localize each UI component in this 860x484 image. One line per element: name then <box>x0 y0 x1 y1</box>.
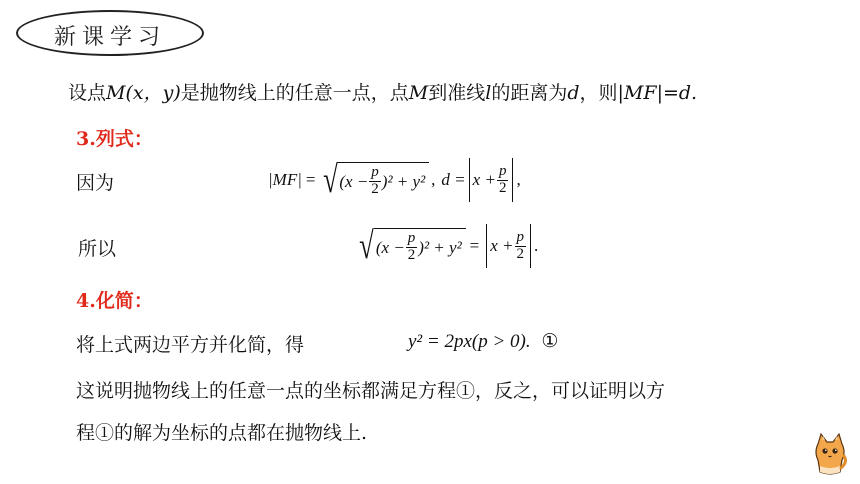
frac-den: 2 <box>498 179 507 196</box>
abs-bar-left <box>469 158 470 202</box>
conclusion-line-1: 这说明抛物线上的任意一点的坐标都满足方程①，反之，可以证明以方 <box>76 380 666 402</box>
step4-heading: 4.化简： <box>76 290 153 312</box>
formula1-comma: , <box>431 170 436 189</box>
simplify-equation <box>408 330 558 353</box>
frac-num: p <box>407 230 416 247</box>
intro-middle: 是抛物线上的任意一点，点 <box>180 82 409 104</box>
fraction-p-over-2 <box>406 231 418 264</box>
cat-icon <box>810 432 850 476</box>
fraction-p-over-2 <box>497 164 509 197</box>
frac-num: p <box>498 162 507 179</box>
formula1-inner-left: (x − <box>339 171 369 191</box>
formula2-eq: = <box>469 236 480 255</box>
intro-then: ，则 <box>579 82 618 104</box>
frac-den: 2 <box>516 245 525 262</box>
frac-den: 2 <box>371 181 379 197</box>
step3-heading: 3.列式： <box>76 128 153 150</box>
sqrt-expression <box>356 227 466 265</box>
fraction-p-over-2 <box>369 165 381 198</box>
equation-text: y² = 2px(p > 0). <box>408 331 531 352</box>
intro-prefix: 设点 <box>68 82 107 104</box>
frac-num: p <box>516 228 525 245</box>
intro-to: 到准线 <box>428 82 486 104</box>
intro-dist: 的距离为 <box>491 82 568 104</box>
formula-mf <box>268 158 521 202</box>
simplify-text: 将上式两边平方并化简，得 <box>76 334 305 356</box>
formula1-d-eq: d = <box>441 170 466 189</box>
formula-equality <box>356 224 538 268</box>
formula1-eq: = <box>305 170 316 189</box>
so-label: 所以 <box>78 238 117 260</box>
radical-sign: √ <box>359 225 374 267</box>
formula1-end: , <box>516 170 521 189</box>
intro-l: l <box>485 82 492 104</box>
abs-bar-left <box>486 224 487 268</box>
formula2-inner-right: )² + y² <box>418 237 462 257</box>
intro-eq: |MF|=d. <box>617 82 698 104</box>
intro-point: M(x，y) <box>106 82 181 104</box>
formula1-lhs: |MF| <box>268 170 302 189</box>
formula2-end: . <box>534 236 539 255</box>
sqrt-expression <box>320 161 430 199</box>
frac-num: p <box>371 164 379 181</box>
abs-bar-right <box>530 224 531 268</box>
intro-line <box>68 78 697 105</box>
intro-M: M <box>408 82 429 104</box>
fraction-p-over-2 <box>515 230 527 263</box>
equation-marker: ① <box>541 330 559 352</box>
intro-d: d <box>567 82 580 104</box>
section-title: 新课学习 <box>53 25 166 50</box>
formula2-abs-left: x + <box>490 236 514 255</box>
section-badge <box>16 10 204 56</box>
conclusion-line-2: 程①的解为坐标的点都在抛物线上. <box>76 422 368 444</box>
because-label: 因为 <box>76 172 115 194</box>
formula1-abs-left: x + <box>472 170 496 189</box>
formula2-inner-left: (x − <box>375 237 405 257</box>
radical-sign: √ <box>322 159 338 201</box>
formula1-inner-right: )² + y² <box>381 171 426 191</box>
frac-den: 2 <box>407 247 416 263</box>
abs-bar-right <box>512 158 513 202</box>
